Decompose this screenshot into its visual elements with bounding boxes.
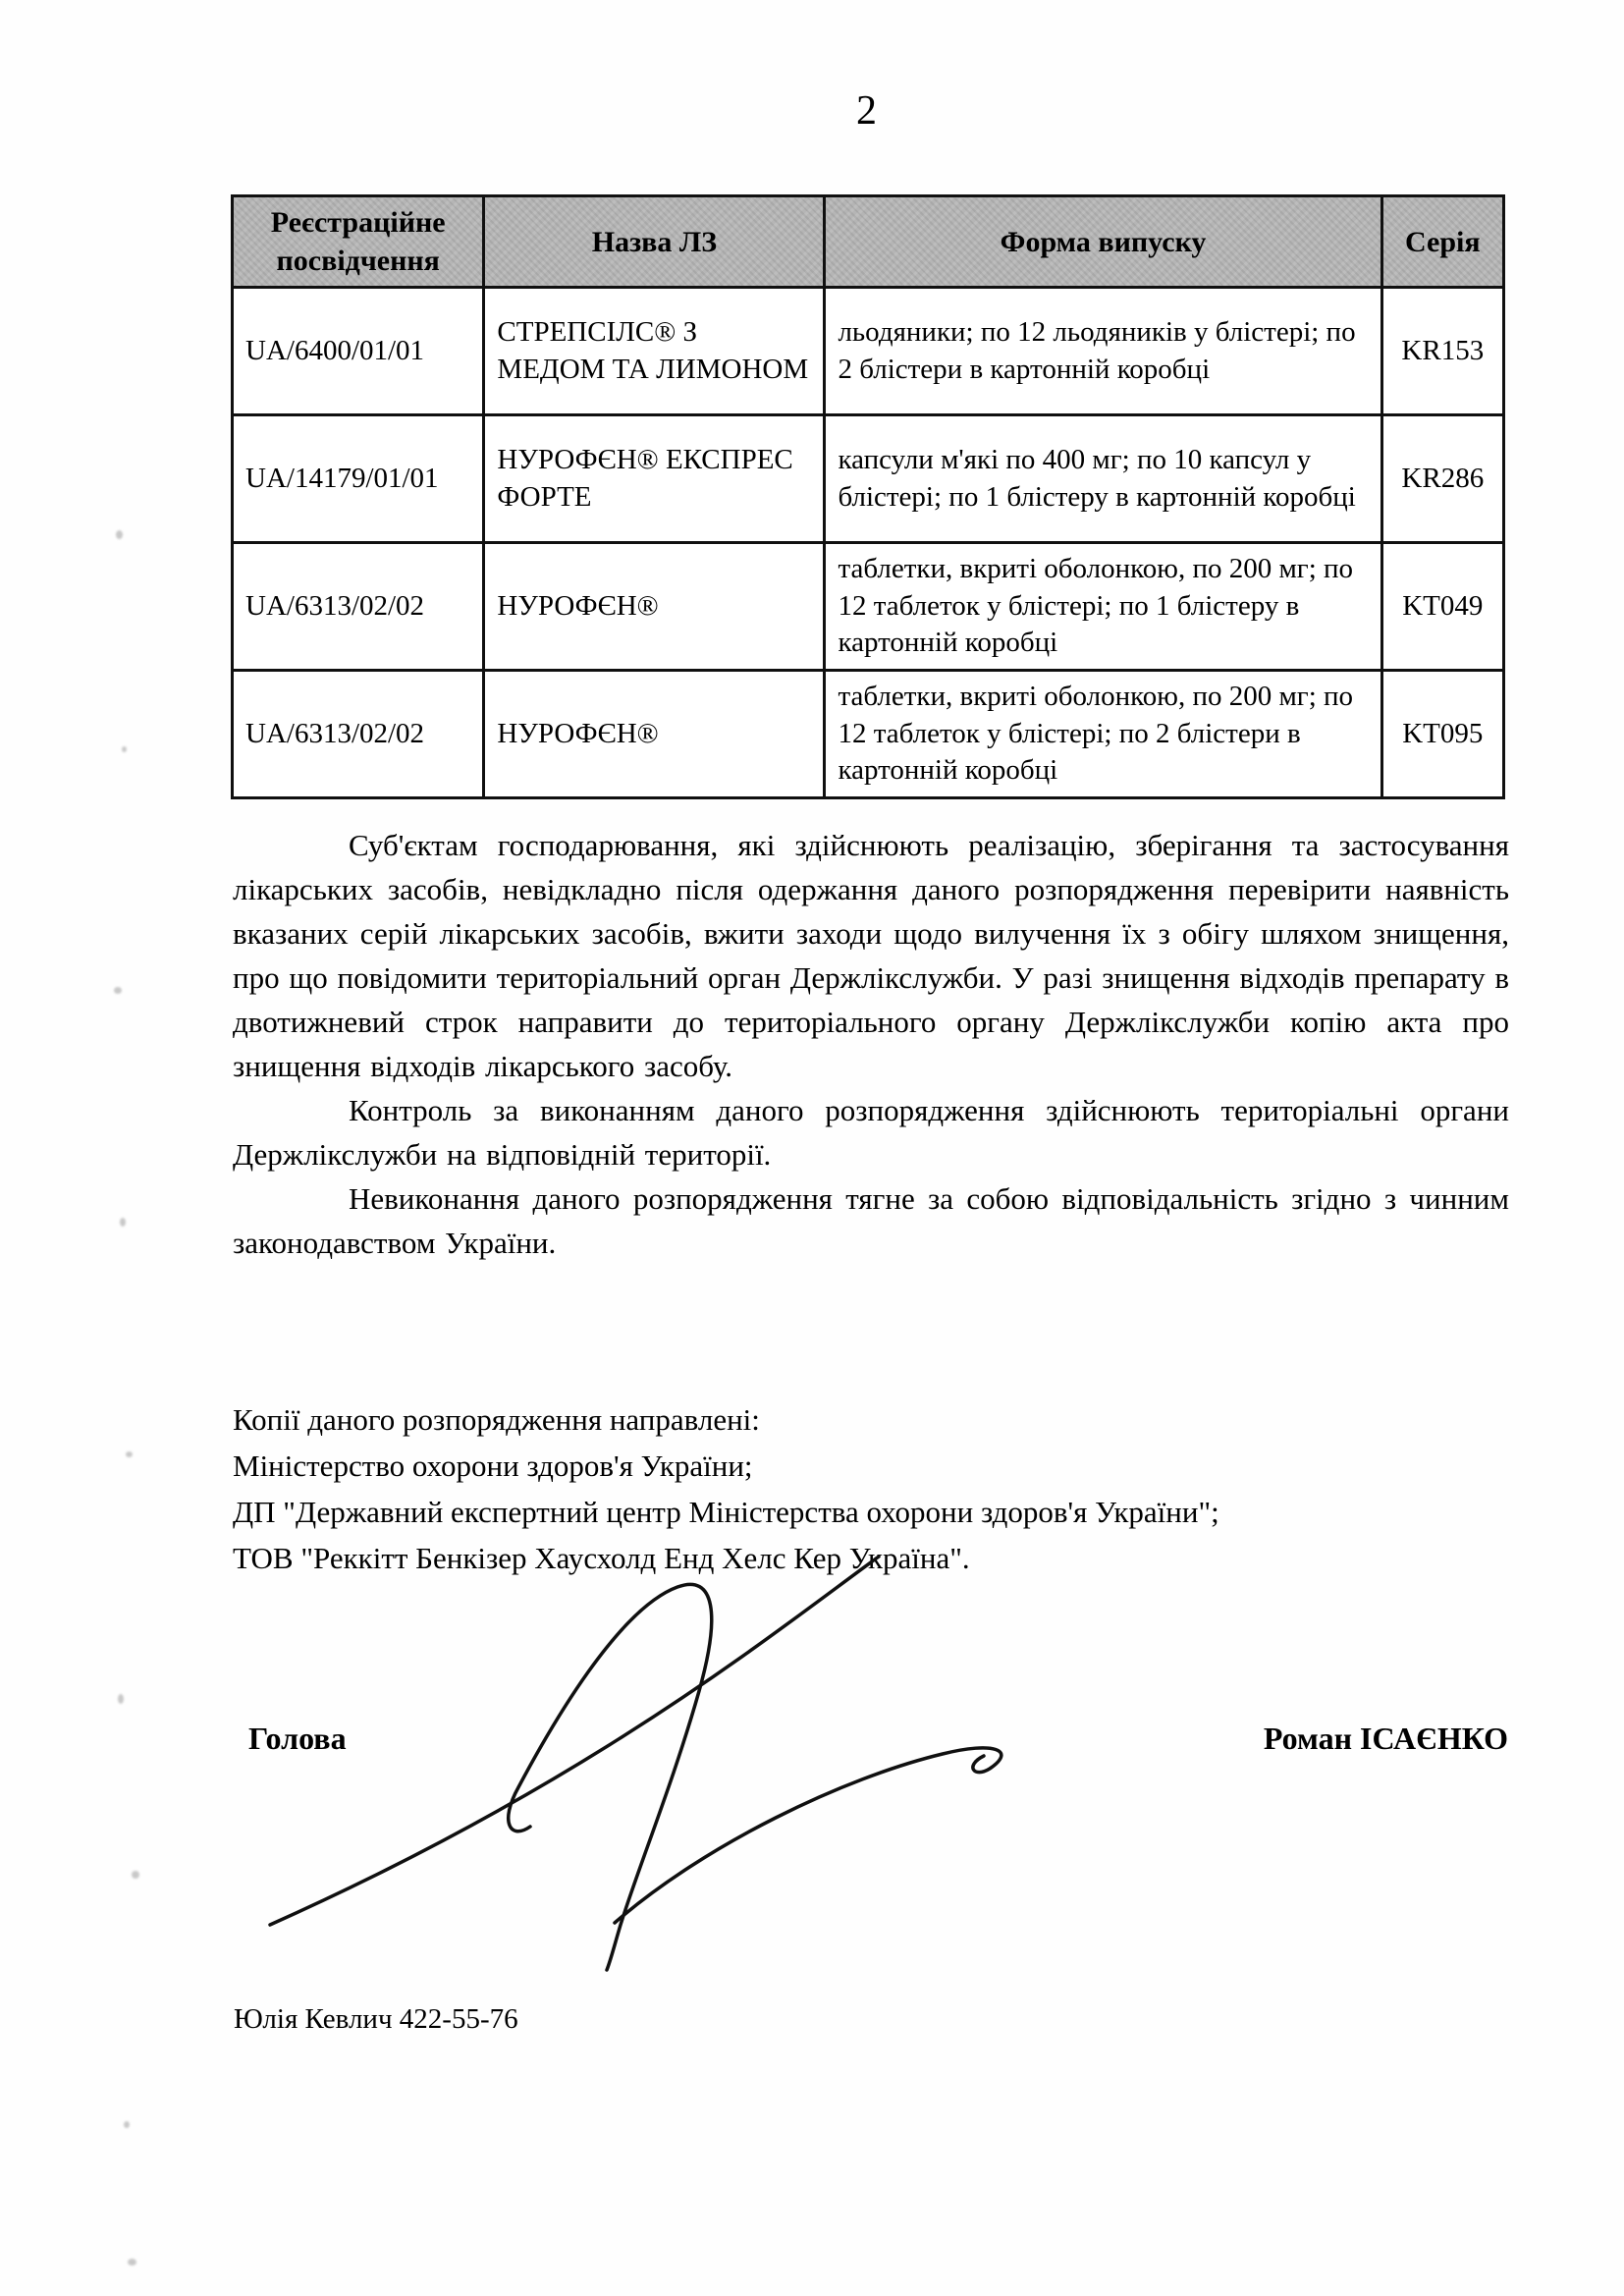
cell-series: KT049: [1381, 543, 1503, 671]
cell-form: таблетки, вкриті оболонкою, по 200 мг; по 12 таблеток у блістері; по 2 блістери в картонній коробці: [825, 671, 1381, 798]
cell-name: НУРОФЄН®: [484, 543, 825, 671]
cell-series: KT095: [1381, 671, 1503, 798]
scan-artifact: [132, 1871, 139, 1879]
paragraph-instructions: Суб'єктам господарювання, які здійснюють реалізацію, зберігання та застосування лікарських засобів, невідкладно після одержання даного розпорядження перевірити наявність вказаних серій лікарських засобів, вжити заходи щодо вилучення їх з обігу шляхом знищення, про що повідомити територіальний орган Держлікслужби. У разі знищення відходів препарату в двотижневий строк направити до територіального органу Держлікслужби копію акта про знищення відходів лікарського засобу.: [233, 828, 1509, 1083]
scan-artifact: [120, 1218, 126, 1227]
signature-icon: [236, 1532, 1178, 1984]
cell-name: НУРОФЄН®: [484, 671, 825, 798]
table-row: [233, 671, 1504, 798]
scan-artifact: [118, 1694, 124, 1704]
cell-name: СТРЕПСІЛС® З МЕДОМ ТА ЛИМОНОМ: [484, 288, 825, 415]
header-cell-cert: Реєстраційне посвідчення: [233, 196, 484, 288]
scan-artifact: [126, 1451, 133, 1457]
cell-cert: UA/6400/01/01: [233, 288, 484, 415]
table-row: [233, 415, 1504, 543]
cell-series: KR286: [1381, 415, 1503, 543]
copies-title: Копії даного розпорядження направлені:: [233, 1402, 760, 1437]
scan-artifact: [114, 987, 122, 994]
recalled-drugs-table: [231, 194, 1505, 799]
table-row: [233, 288, 1504, 415]
scan-artifact: [116, 530, 123, 539]
cell-name: НУРОФЄН® ЕКСПРЕС ФОРТЕ: [484, 415, 825, 543]
header-cell-name: Назва ЛЗ: [484, 196, 825, 288]
scan-artifact: [122, 746, 127, 752]
table-row: [233, 543, 1504, 671]
cell-form: таблетки, вкриті оболонкою, по 200 мг; по 12 таблеток у блістері; по 1 блістеру в картонній коробці: [825, 543, 1381, 671]
page-number: 2: [856, 88, 877, 134]
header-cell-form: Форма випуску: [825, 196, 1381, 288]
paragraph-liability: Невиконання даного розпорядження тягне за собою відповідальність згідно з чинним законодавством України.: [233, 1181, 1509, 1260]
cell-form: капсули м'які по 400 мг; по 10 капсул у блістері; по 1 блістеру в картонній коробці: [825, 415, 1381, 543]
copies-item: Міністерство охорони здоров'я України;: [233, 1449, 753, 1483]
copies-item: ТОВ "Реккітт Бенкізер Хаусхолд Енд Хелс Кер Україна".: [233, 1541, 970, 1575]
header-cell-series: Серія: [1381, 196, 1503, 288]
body-text-block: [233, 823, 1509, 1265]
copies-item: ДП "Державний експертний центр Міністерства охорони здоров'я України";: [233, 1495, 1219, 1529]
scan-artifact: [124, 2121, 130, 2128]
paragraph-control: Контроль за виконанням даного розпорядження здійснюють територіальні органи Держлікслужби на відповідній території.: [233, 1093, 1509, 1172]
cell-cert: UA/6313/02/02: [233, 543, 484, 671]
signoff-role: Голова: [248, 1721, 347, 1756]
cell-cert: UA/6313/02/02: [233, 671, 484, 798]
scan-artifact: [128, 2259, 136, 2266]
cell-form: льодяники; по 12 льодяників у блістері; по 2 блістери в картонній коробці: [825, 288, 1381, 415]
table-header-row: [233, 196, 1504, 288]
cell-cert: UA/14179/01/01: [233, 415, 484, 543]
signoff-name: Роман ІСАЄНКО: [1263, 1721, 1508, 1756]
footer-contact: Юлія Кевлич 422-55-76: [234, 2003, 518, 2035]
cell-series: KR153: [1381, 288, 1503, 415]
